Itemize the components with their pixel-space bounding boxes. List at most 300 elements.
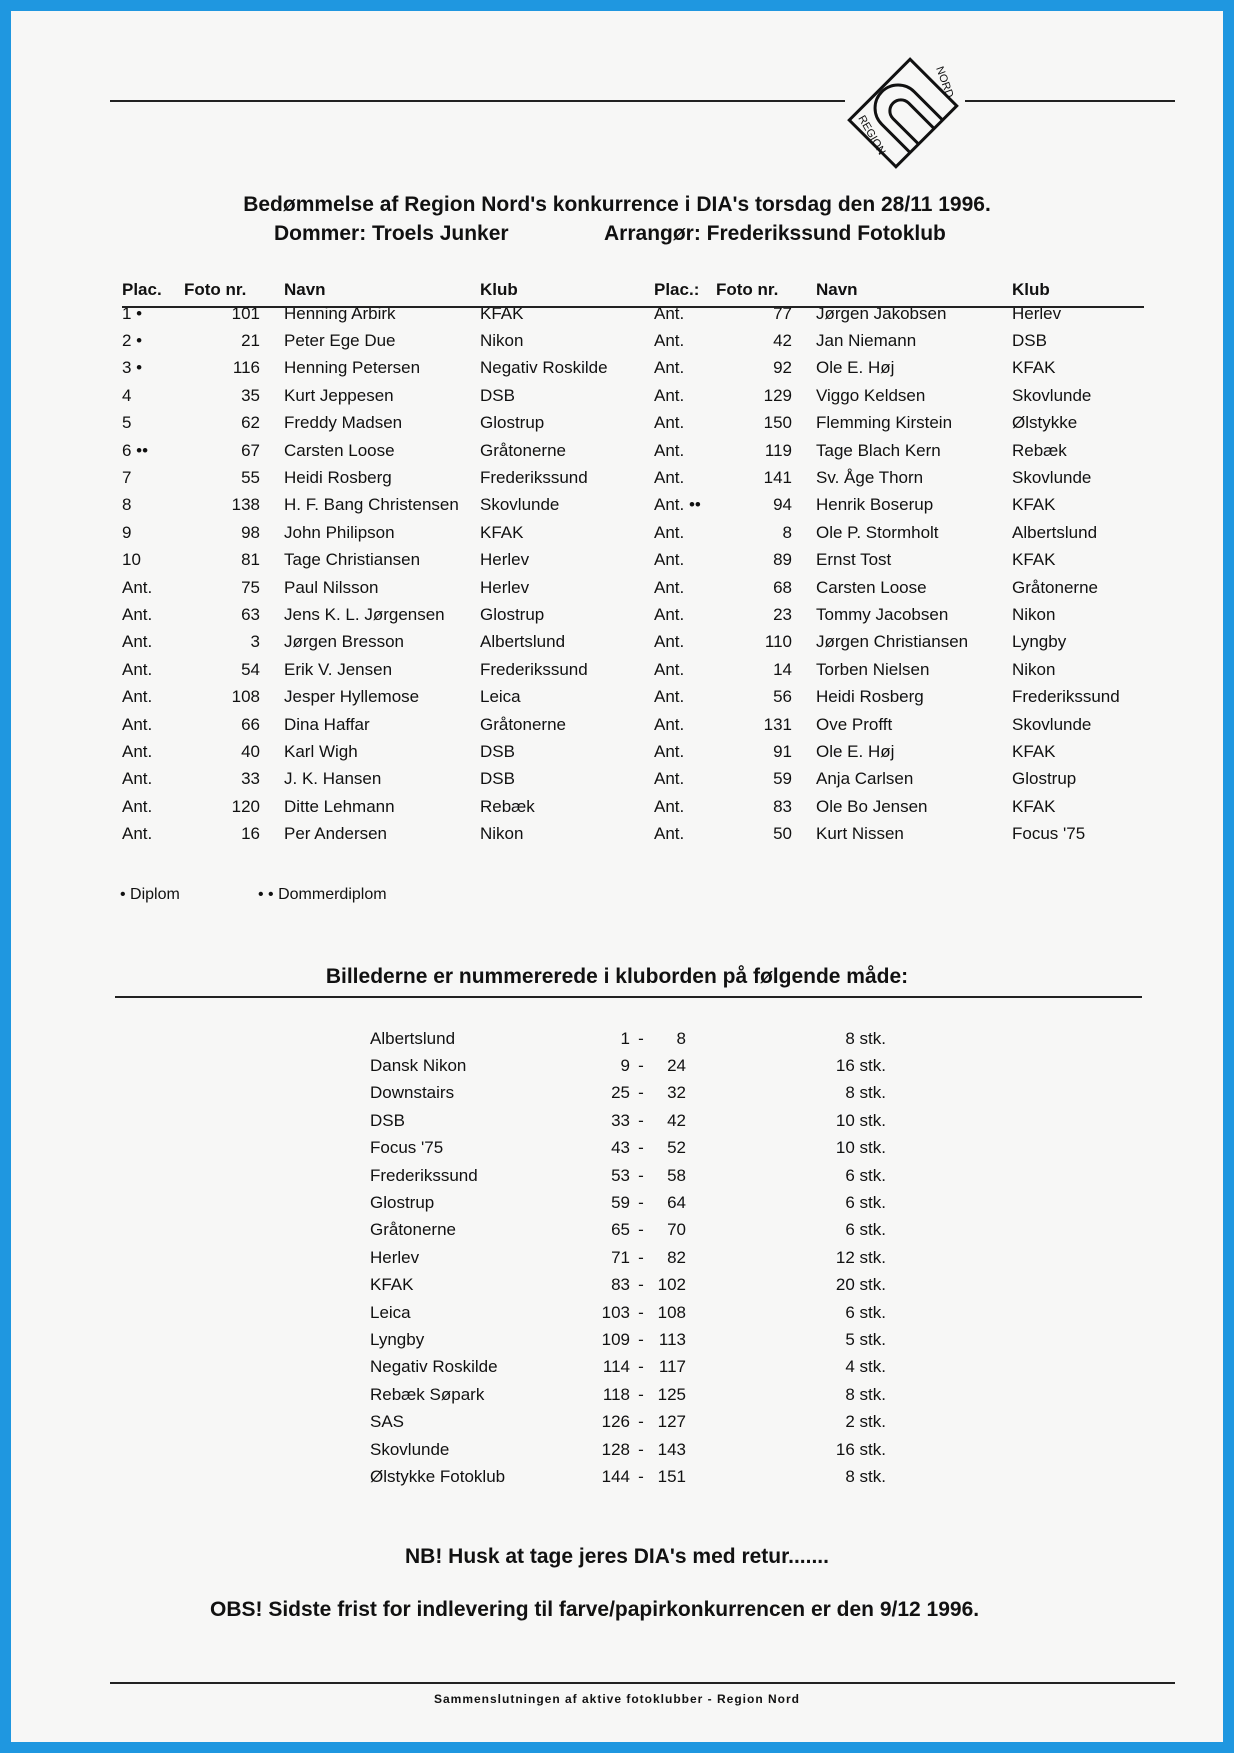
cell-plac: Ant. bbox=[654, 824, 685, 844]
club-range-dash: - bbox=[638, 1056, 644, 1076]
cell-foto: 94 bbox=[773, 495, 792, 515]
club-range-to: 151 bbox=[657, 1466, 686, 1486]
club-name: Skovlunde bbox=[370, 1439, 450, 1459]
cell-klub: Lyngby bbox=[1012, 632, 1067, 652]
table-row bbox=[654, 382, 1192, 409]
club-range-dash: - bbox=[638, 1220, 644, 1240]
cell-foto: 131 bbox=[763, 714, 792, 734]
cell-plac: 8 bbox=[122, 495, 132, 515]
cell-navn: Viggo Keldsen bbox=[816, 385, 926, 405]
cell-klub: Frederikssund bbox=[1012, 687, 1120, 707]
cell-foto: 21 bbox=[241, 331, 260, 351]
cell-navn: H. F. Bang Christensen bbox=[284, 495, 459, 515]
club-name: Gråtonerne bbox=[370, 1220, 456, 1240]
cell-klub: Gråtonerne bbox=[480, 714, 566, 734]
list-item bbox=[370, 1217, 886, 1244]
cell-foto: 35 bbox=[241, 385, 260, 405]
club-range-to: 8 bbox=[676, 1028, 686, 1048]
table-row bbox=[654, 300, 1192, 327]
cell-plac: Ant. bbox=[654, 659, 685, 679]
results-header-row bbox=[122, 270, 660, 300]
cell-plac: Ant. bbox=[654, 632, 685, 652]
cell-plac: Ant. bbox=[122, 687, 153, 707]
table-row bbox=[654, 738, 1192, 765]
cell-navn: Ditte Lehmann bbox=[284, 796, 395, 816]
club-count: 6 stk. bbox=[845, 1220, 886, 1240]
club-range-from: 59 bbox=[611, 1193, 630, 1213]
cell-plac: Ant. bbox=[122, 577, 153, 597]
club-range-from: 71 bbox=[611, 1247, 630, 1267]
table-row bbox=[122, 793, 660, 820]
club-count: 6 stk. bbox=[845, 1165, 886, 1185]
club-range-from: 83 bbox=[611, 1275, 630, 1295]
cell-navn: Tage Blach Kern bbox=[816, 440, 941, 460]
club-name: Downstairs bbox=[370, 1083, 455, 1103]
club-count: 8 stk. bbox=[845, 1466, 886, 1486]
cell-navn: Jørgen Bresson bbox=[284, 632, 404, 652]
cell-klub: Rebæk bbox=[1012, 440, 1067, 460]
cell-navn: Peter Ege Due bbox=[284, 331, 396, 351]
club-count: 20 stk. bbox=[835, 1275, 886, 1295]
cell-klub: Skovlunde bbox=[480, 495, 560, 515]
cell-klub: DSB bbox=[480, 741, 515, 761]
cell-navn: Flemming Kirstein bbox=[816, 413, 953, 433]
cell-foto: 81 bbox=[241, 550, 260, 570]
club-range-from: 1 bbox=[620, 1028, 630, 1048]
cell-plac: 7 bbox=[122, 468, 132, 488]
club-name: DSB bbox=[370, 1110, 405, 1130]
table-row bbox=[122, 327, 660, 354]
table-row bbox=[122, 766, 660, 793]
footer-text: Sammenslutningen af aktive fotoklubber - Region Nord bbox=[433, 1692, 801, 1706]
club-count: 6 stk. bbox=[845, 1302, 886, 1322]
cell-klub: Rebæk bbox=[480, 796, 535, 816]
cell-foto: 91 bbox=[773, 741, 792, 761]
cell-plac: Ant. bbox=[654, 303, 685, 323]
cell-klub: Herlev bbox=[1012, 303, 1062, 323]
club-count: 5 stk. bbox=[845, 1329, 886, 1349]
club-range-from: 25 bbox=[611, 1083, 630, 1103]
cell-plac: Ant. bbox=[654, 468, 685, 488]
table-row bbox=[654, 547, 1192, 574]
cell-navn: Torben Nielsen bbox=[816, 659, 930, 679]
cell-foto: 33 bbox=[241, 769, 260, 789]
cell-klub: KFAK bbox=[1012, 741, 1056, 761]
region-nord-logo bbox=[838, 48, 968, 178]
cell-plac: Ant. bbox=[122, 824, 153, 844]
cell-navn: Jørgen Jakobsen bbox=[816, 303, 947, 323]
organizer-line: Arrangør: Frederikssund Fotoklub bbox=[604, 222, 946, 245]
club-range-from: 128 bbox=[601, 1439, 630, 1459]
cell-plac: 5 bbox=[122, 413, 132, 433]
cell-klub: KFAK bbox=[1012, 495, 1056, 515]
cell-navn: Carsten Loose bbox=[816, 577, 927, 597]
cell-navn: Carsten Loose bbox=[284, 440, 395, 460]
club-count: 16 stk. bbox=[835, 1439, 886, 1459]
club-name: SAS bbox=[370, 1412, 405, 1432]
club-range-to: 82 bbox=[667, 1247, 686, 1267]
cell-klub: Glostrup bbox=[480, 413, 545, 433]
cell-klub: KFAK bbox=[1012, 796, 1056, 816]
table-row bbox=[122, 601, 660, 628]
club-count: 4 stk. bbox=[845, 1357, 886, 1377]
club-range-dash: - bbox=[638, 1110, 644, 1130]
cell-navn: Anja Carlsen bbox=[816, 769, 914, 789]
cell-foto: 138 bbox=[231, 495, 260, 515]
club-name: Lyngby bbox=[370, 1329, 425, 1349]
club-range-from: 114 bbox=[602, 1357, 630, 1377]
cell-plac: Ant. •• bbox=[654, 495, 701, 515]
cell-foto: 59 bbox=[773, 769, 792, 789]
cell-foto: 67 bbox=[241, 440, 260, 460]
table-row bbox=[654, 574, 1192, 601]
club-range-dash: - bbox=[638, 1247, 644, 1267]
table-row bbox=[654, 492, 1192, 519]
cell-klub: KFAK bbox=[480, 303, 524, 323]
cell-klub: Nikon bbox=[1012, 659, 1056, 679]
cell-navn: Ole E. Høj bbox=[816, 741, 895, 761]
club-range-to: 64 bbox=[667, 1193, 686, 1213]
table-row bbox=[122, 382, 660, 409]
club-range-from: 126 bbox=[601, 1412, 630, 1432]
club-range-from: 65 bbox=[611, 1220, 630, 1240]
cell-plac: 6 •• bbox=[122, 440, 149, 460]
page-title: Bedømmelse af Region Nord's konkurrence i DIA's torsdag den 28/11 1996. bbox=[243, 193, 991, 216]
cell-klub: DSB bbox=[1012, 331, 1047, 351]
cell-foto: 116 bbox=[232, 358, 260, 378]
cell-plac: 3 • bbox=[122, 358, 143, 378]
cell-foto: 23 bbox=[773, 604, 792, 624]
cell-foto: 66 bbox=[241, 714, 260, 734]
note-deadline: OBS! Sidste frist for indlevering til farve/papirkonkurrencen er den 9/12 1996. bbox=[210, 1598, 980, 1621]
cell-plac: Ant. bbox=[122, 632, 153, 652]
cell-klub: Negativ Roskilde bbox=[480, 358, 608, 378]
table-row bbox=[654, 410, 1192, 437]
club-range-dash: - bbox=[638, 1439, 644, 1459]
cell-navn: Ole P. Stormholt bbox=[816, 522, 939, 542]
cell-klub: DSB bbox=[480, 385, 515, 405]
cell-plac: Ant. bbox=[122, 741, 153, 761]
club-range-dash: - bbox=[638, 1329, 644, 1349]
logo-text-region: REGION bbox=[855, 113, 888, 158]
results-table-left bbox=[122, 270, 660, 848]
cell-navn: Ove Profft bbox=[816, 714, 893, 734]
cell-foto: 50 bbox=[773, 824, 792, 844]
table-row bbox=[122, 738, 660, 765]
cell-foto: 8 bbox=[782, 522, 792, 542]
cell-navn: Dina Haffar bbox=[284, 714, 370, 734]
cell-navn: Freddy Madsen bbox=[284, 413, 403, 433]
table-row bbox=[122, 519, 660, 546]
cell-foto: 150 bbox=[763, 413, 792, 433]
table-row bbox=[122, 574, 660, 601]
list-item bbox=[370, 1080, 886, 1107]
cell-foto: 89 bbox=[773, 550, 792, 570]
cell-klub: Nikon bbox=[480, 824, 524, 844]
cell-plac: Ant. bbox=[122, 714, 153, 734]
cell-klub: Focus '75 bbox=[1012, 824, 1086, 844]
club-range-dash: - bbox=[638, 1412, 644, 1432]
cell-klub: Gråtonerne bbox=[1012, 577, 1098, 597]
col-foto: Foto nr. bbox=[184, 280, 247, 299]
list-item bbox=[370, 1025, 886, 1052]
cell-navn: Tage Christiansen bbox=[284, 550, 421, 570]
cell-plac: Ant. bbox=[654, 714, 685, 734]
table-row bbox=[122, 656, 660, 683]
cell-navn: Jesper Hyllemose bbox=[284, 687, 420, 707]
club-range-to: 24 bbox=[667, 1056, 686, 1076]
col-foto: Foto nr. bbox=[716, 280, 779, 299]
club-range-from: 144 bbox=[601, 1466, 630, 1486]
club-range-from: 43 bbox=[611, 1138, 630, 1158]
cell-plac: 4 bbox=[122, 385, 132, 405]
table-row bbox=[654, 464, 1192, 491]
club-range-dash: - bbox=[638, 1357, 644, 1377]
list-item bbox=[370, 1436, 886, 1463]
cell-klub: Albertslund bbox=[480, 632, 566, 652]
club-range-to: 143 bbox=[657, 1439, 686, 1459]
list-item bbox=[370, 1463, 886, 1490]
cell-navn: Heidi Rosberg bbox=[284, 468, 392, 488]
cell-foto: 83 bbox=[773, 796, 792, 816]
cell-plac: 1 • bbox=[122, 303, 143, 323]
cell-foto: 141 bbox=[763, 468, 792, 488]
club-range-dash: - bbox=[638, 1384, 644, 1404]
club-range-dash: - bbox=[638, 1138, 644, 1158]
cell-klub: Frederikssund bbox=[480, 659, 588, 679]
cell-foto: 42 bbox=[773, 331, 792, 351]
club-name: Negativ Roskilde bbox=[370, 1357, 498, 1377]
cell-navn: Sv. Åge Thorn bbox=[816, 468, 924, 488]
cell-navn: Erik V. Jensen bbox=[284, 659, 393, 679]
table-row bbox=[654, 766, 1192, 793]
cell-navn: Jørgen Christiansen bbox=[816, 632, 969, 652]
cell-navn: Henrik Boserup bbox=[816, 495, 934, 515]
cell-foto: 119 bbox=[764, 440, 792, 460]
list-item bbox=[370, 1354, 886, 1381]
club-count: 16 stk. bbox=[835, 1056, 886, 1076]
header-rule bbox=[110, 100, 845, 102]
cell-plac: Ant. bbox=[122, 769, 153, 789]
club-count: 8 stk. bbox=[845, 1083, 886, 1103]
club-name: Albertslund bbox=[370, 1028, 456, 1048]
cell-navn: J. K. Hansen bbox=[284, 769, 382, 789]
cell-foto: 40 bbox=[241, 741, 260, 761]
table-row bbox=[122, 492, 660, 519]
cell-navn: Henning Petersen bbox=[284, 358, 421, 378]
cell-navn: Ernst Tost bbox=[816, 550, 892, 570]
list-item bbox=[370, 1052, 886, 1079]
note-return: NB! Husk at tage jeres DIA's med retur....... bbox=[405, 1545, 829, 1568]
table-row bbox=[654, 355, 1192, 382]
club-range-dash: - bbox=[638, 1083, 644, 1103]
table-row bbox=[654, 656, 1192, 683]
table-row bbox=[654, 601, 1192, 628]
list-item bbox=[370, 1107, 886, 1134]
cell-plac: Ant. bbox=[654, 741, 685, 761]
club-name: Leica bbox=[370, 1302, 411, 1322]
cell-foto: 55 bbox=[241, 468, 260, 488]
legend-diplom: • Diplom bbox=[120, 886, 180, 903]
club-name: Dansk Nikon bbox=[370, 1056, 467, 1076]
col-plac: Plac.: bbox=[654, 280, 700, 299]
list-item bbox=[370, 1135, 886, 1162]
cell-plac: Ant. bbox=[654, 385, 685, 405]
club-range-from: 9 bbox=[620, 1056, 630, 1076]
cell-foto: 63 bbox=[241, 604, 260, 624]
list-item bbox=[370, 1381, 886, 1408]
cell-plac: Ant. bbox=[654, 358, 685, 378]
cell-navn: Jan Niemann bbox=[816, 331, 917, 351]
club-name: KFAK bbox=[370, 1275, 414, 1295]
club-range-dash: - bbox=[638, 1466, 644, 1486]
list-item bbox=[370, 1162, 886, 1189]
table-row bbox=[122, 820, 660, 847]
results-header-row bbox=[654, 270, 1192, 300]
club-range-from: 118 bbox=[602, 1384, 630, 1404]
cell-klub: Leica bbox=[480, 687, 521, 707]
club-range-to: 117 bbox=[658, 1357, 686, 1377]
cell-klub: KFAK bbox=[1012, 358, 1056, 378]
table-row bbox=[122, 629, 660, 656]
club-count: 8 stk. bbox=[845, 1028, 886, 1048]
col-navn: Navn bbox=[284, 280, 326, 299]
cell-navn: John Philipson bbox=[284, 522, 395, 542]
club-count: 6 stk. bbox=[845, 1193, 886, 1213]
cell-navn: Ole Bo Jensen bbox=[816, 796, 928, 816]
club-range-to: 125 bbox=[657, 1384, 686, 1404]
club-range-to: 102 bbox=[657, 1275, 686, 1295]
club-name: Herlev bbox=[370, 1247, 420, 1267]
cell-klub: Glostrup bbox=[480, 604, 545, 624]
cell-klub: Skovlunde bbox=[1012, 714, 1092, 734]
table-row bbox=[122, 711, 660, 738]
cell-plac: Ant. bbox=[654, 550, 685, 570]
cell-klub: Glostrup bbox=[1012, 769, 1077, 789]
cell-klub: Skovlunde bbox=[1012, 385, 1092, 405]
cell-klub: KFAK bbox=[480, 522, 524, 542]
club-range-dash: - bbox=[638, 1028, 644, 1048]
club-numbering-table bbox=[370, 1025, 886, 1491]
cell-klub: Herlev bbox=[480, 550, 530, 570]
club-range-from: 109 bbox=[601, 1329, 630, 1349]
club-range-dash: - bbox=[638, 1165, 644, 1185]
club-count: 2 stk. bbox=[845, 1412, 886, 1432]
club-count: 10 stk. bbox=[835, 1138, 886, 1158]
cell-navn: Ole E. Høj bbox=[816, 358, 895, 378]
club-range-dash: - bbox=[638, 1302, 644, 1322]
club-range-to: 42 bbox=[667, 1110, 686, 1130]
cell-plac: Ant. bbox=[654, 577, 685, 597]
cell-foto: 120 bbox=[231, 796, 260, 816]
cell-foto: 98 bbox=[241, 522, 260, 542]
cell-klub: KFAK bbox=[1012, 550, 1056, 570]
club-name: Ølstykke Fotoklub bbox=[370, 1466, 506, 1486]
judge-line: Dommer: Troels Junker bbox=[274, 222, 509, 245]
logo-text-nord: NORD bbox=[933, 64, 956, 100]
table-row bbox=[654, 629, 1192, 656]
cell-foto: 110 bbox=[764, 632, 792, 652]
cell-foto: 3 bbox=[250, 632, 260, 652]
cell-plac: Ant. bbox=[122, 796, 153, 816]
club-range-to: 113 bbox=[658, 1329, 686, 1349]
table-row bbox=[654, 683, 1192, 710]
cell-plac: Ant. bbox=[654, 522, 685, 542]
cell-klub: DSB bbox=[480, 769, 515, 789]
club-name: Frederikssund bbox=[370, 1165, 478, 1185]
cell-plac: Ant. bbox=[654, 331, 685, 351]
legend-dommerdiplom: • • Dommerdiplom bbox=[258, 886, 387, 903]
cell-plac: Ant. bbox=[654, 769, 685, 789]
cell-navn: Per Andersen bbox=[284, 824, 388, 844]
cell-klub: Albertslund bbox=[1012, 522, 1098, 542]
list-item bbox=[370, 1272, 886, 1299]
club-range-to: 32 bbox=[667, 1083, 686, 1103]
results-table-right bbox=[654, 270, 1192, 848]
header-rule-right bbox=[965, 100, 1175, 102]
cell-navn: Tommy Jacobsen bbox=[816, 604, 949, 624]
cell-plac: Ant. bbox=[122, 604, 153, 624]
table-row bbox=[654, 820, 1192, 847]
table-row bbox=[122, 683, 660, 710]
cell-foto: 77 bbox=[773, 303, 792, 323]
cell-foto: 62 bbox=[241, 413, 260, 433]
cell-plac: 2 • bbox=[122, 331, 143, 351]
cell-navn: Heidi Rosberg bbox=[816, 687, 924, 707]
cell-plac: Ant. bbox=[654, 796, 685, 816]
cell-foto: 92 bbox=[773, 358, 792, 378]
col-plac: Plac. bbox=[122, 280, 162, 299]
table-row bbox=[122, 300, 660, 327]
cell-plac: 9 bbox=[122, 522, 132, 542]
cell-navn: Paul Nilsson bbox=[284, 577, 379, 597]
cell-klub: Gråtonerne bbox=[480, 440, 566, 460]
club-range-dash: - bbox=[638, 1275, 644, 1295]
table-row bbox=[122, 547, 660, 574]
cell-foto: 101 bbox=[231, 303, 260, 323]
cell-foto: 56 bbox=[773, 687, 792, 707]
col-klub: Klub bbox=[1012, 280, 1050, 299]
club-range-from: 33 bbox=[611, 1110, 630, 1130]
cell-navn: Jens K. L. Jørgensen bbox=[284, 604, 445, 624]
cell-plac: Ant. bbox=[654, 440, 685, 460]
cell-navn: Kurt Jeppesen bbox=[284, 385, 394, 405]
club-range-from: 53 bbox=[611, 1165, 630, 1185]
club-range-to: 52 bbox=[667, 1138, 686, 1158]
club-range-dash: - bbox=[638, 1193, 644, 1213]
numbering-rule bbox=[115, 996, 1142, 998]
club-range-from: 103 bbox=[601, 1302, 630, 1322]
cell-klub: Nikon bbox=[480, 331, 524, 351]
table-row bbox=[122, 464, 660, 491]
cell-foto: 14 bbox=[773, 659, 792, 679]
club-name: Glostrup bbox=[370, 1193, 435, 1213]
list-item bbox=[370, 1244, 886, 1271]
cell-klub: Nikon bbox=[1012, 604, 1056, 624]
list-item bbox=[370, 1189, 886, 1216]
cell-foto: 68 bbox=[773, 577, 792, 597]
col-navn: Navn bbox=[816, 280, 858, 299]
list-item bbox=[370, 1299, 886, 1326]
club-range-to: 127 bbox=[657, 1412, 686, 1432]
numbering-title: Billederne er nummererede i kluborden på følgende måde: bbox=[325, 965, 909, 988]
table-row bbox=[122, 437, 660, 464]
col-klub: Klub bbox=[480, 280, 518, 299]
cell-navn: Karl Wigh bbox=[284, 741, 358, 761]
club-name: Rebæk Søpark bbox=[370, 1384, 485, 1404]
cell-plac: Ant. bbox=[654, 687, 685, 707]
cell-foto: 108 bbox=[231, 687, 260, 707]
